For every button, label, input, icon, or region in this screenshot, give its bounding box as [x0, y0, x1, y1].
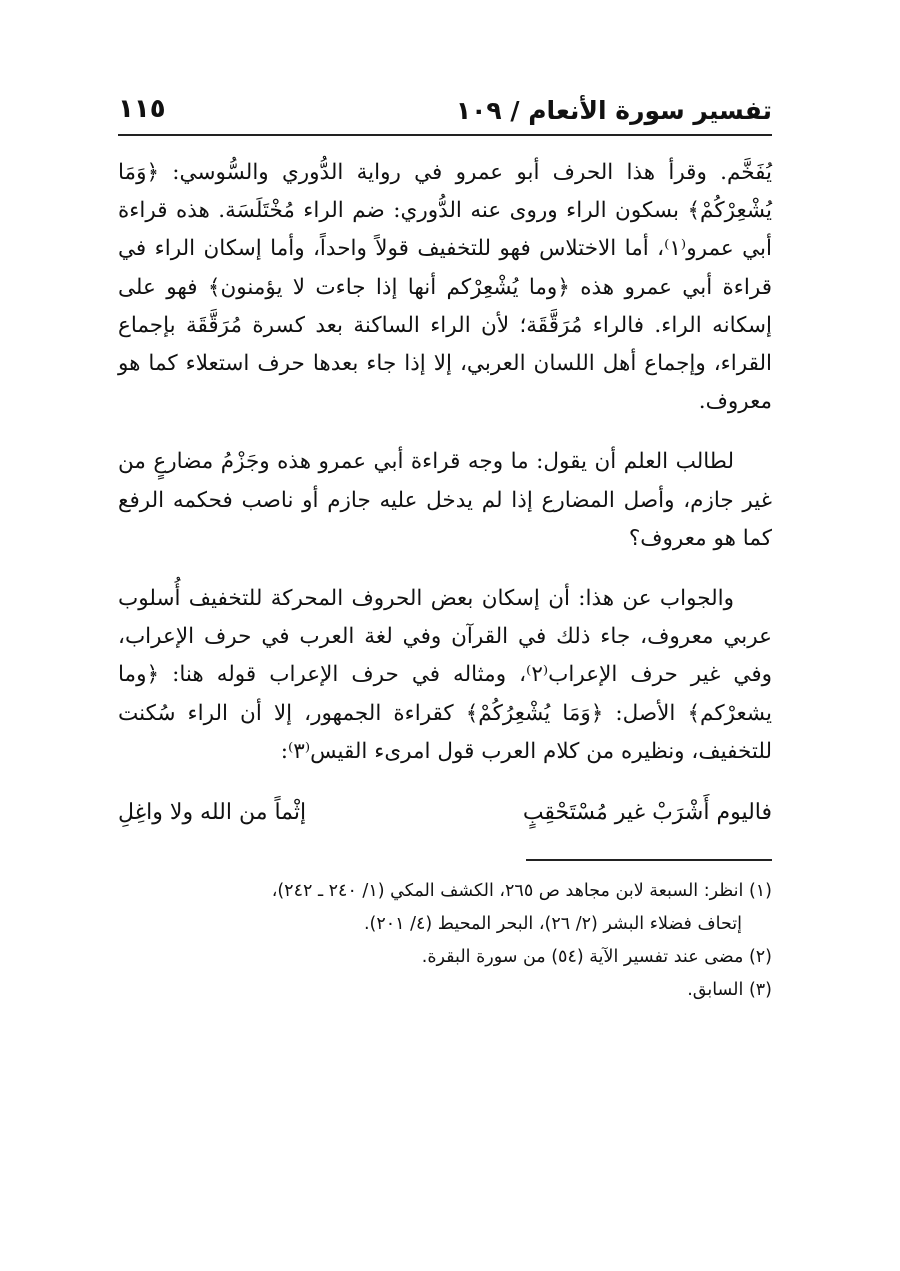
footnote-text: مضى عند تفسير الآية (٥٤) من سورة البقرة.	[421, 947, 744, 968]
header-rule	[118, 134, 772, 136]
footnote-separator	[526, 859, 772, 861]
footnote-text: السابق.	[687, 980, 744, 1001]
verse-first-hemistich: فاليوم أَشْرَبْ غير مُسْتَحْقِبٍ	[522, 800, 772, 826]
footnote-1-continuation: إتحاف فضلاء البشر (٢/ ٢٦)، البحر المحيط (٤/ ٢٠١).	[363, 914, 742, 935]
footnote-number: (٢)	[748, 947, 772, 968]
footnote-2	[118, 941, 772, 974]
paragraph-2: لطالب العلم أن يقول: ما وجه قراءة أبي عمرو هذه وجَزْمُ مضارعٍ من غير جازم، وأصل المضارع إذا لم يدخل عليه جازم أو ناصب فحكمه الرفع كما هو معروف؟	[118, 449, 772, 551]
footnotes	[118, 875, 772, 1007]
footnote-3	[118, 974, 772, 1007]
footnote-1	[118, 875, 772, 908]
paragraph-3: والجواب عن هذا: أن إسكان بعض الحروف المحركة للتخفيف أُسلوب عربي معروف، جاء ذلك في القرآن وفي لغة العرب في حرف الإعراب، وفي غير حرف الإعراب⁽٢⁾، ومثاله في حرف الإعراب قوله هنا: ﴿وما يشعرْكم﴾ الأصل: ﴿وَمَا يُشْعِرُكُمْ﴾ كقراءة الجمهور، إلا أن الراء سُكنت للتخفيف، ونظيره من كلام العرب قول امرىء القيس⁽٣⁾:	[118, 586, 773, 764]
poetry-verse	[118, 793, 772, 833]
footnote-text: انظر: السبعة لابن مجاهد ص ٢٦٥، الكشف المكي (١/ ٢٤٠ ـ ٢٤٢)،	[271, 881, 744, 902]
footnote-number: (٣)	[748, 980, 772, 1001]
book-page	[118, 88, 772, 1188]
paragraph-1: يُفَخَّم. وقرأ هذا الحرف أبو عمرو في رواية الدُّوري والسُّوسي: ﴿وَمَا يُشْعِرْكُمْ﴾ بسكون الراء وروى عنه الدُّوري: ضم الراء مُخْتَلَسَة. هذه قراءة أبي عمرو⁽١⁾، أما الاختلاس فهو للتخفيف قولاً واحداً، وأما إسكان الراء في قراءة أبي عمرو هذه ﴿وما يُشْعِرْكم أنها إذا جاءت لا يؤمنون﴾ فهو على إسكانه الراء. فالراء مُرَقَّقَة؛ لأن الراء الساكنة بعد كسرة مُرَقَّقَة بإجماع القراء، وإجماع أهل اللسان العربي، إلا إذا جاء بعدها حرف استعلاء كما هو معروف.	[118, 160, 773, 415]
verse-second-hemistich: إثْماً من الله ولا واغِلِ	[118, 800, 307, 826]
running-title: تفسير سورة الأنعام / ١٠٩	[455, 96, 772, 125]
page-number: ١١٥	[118, 94, 166, 124]
main-text	[118, 154, 772, 771]
page-header	[118, 88, 772, 130]
footnote-number: (١)	[748, 881, 772, 902]
